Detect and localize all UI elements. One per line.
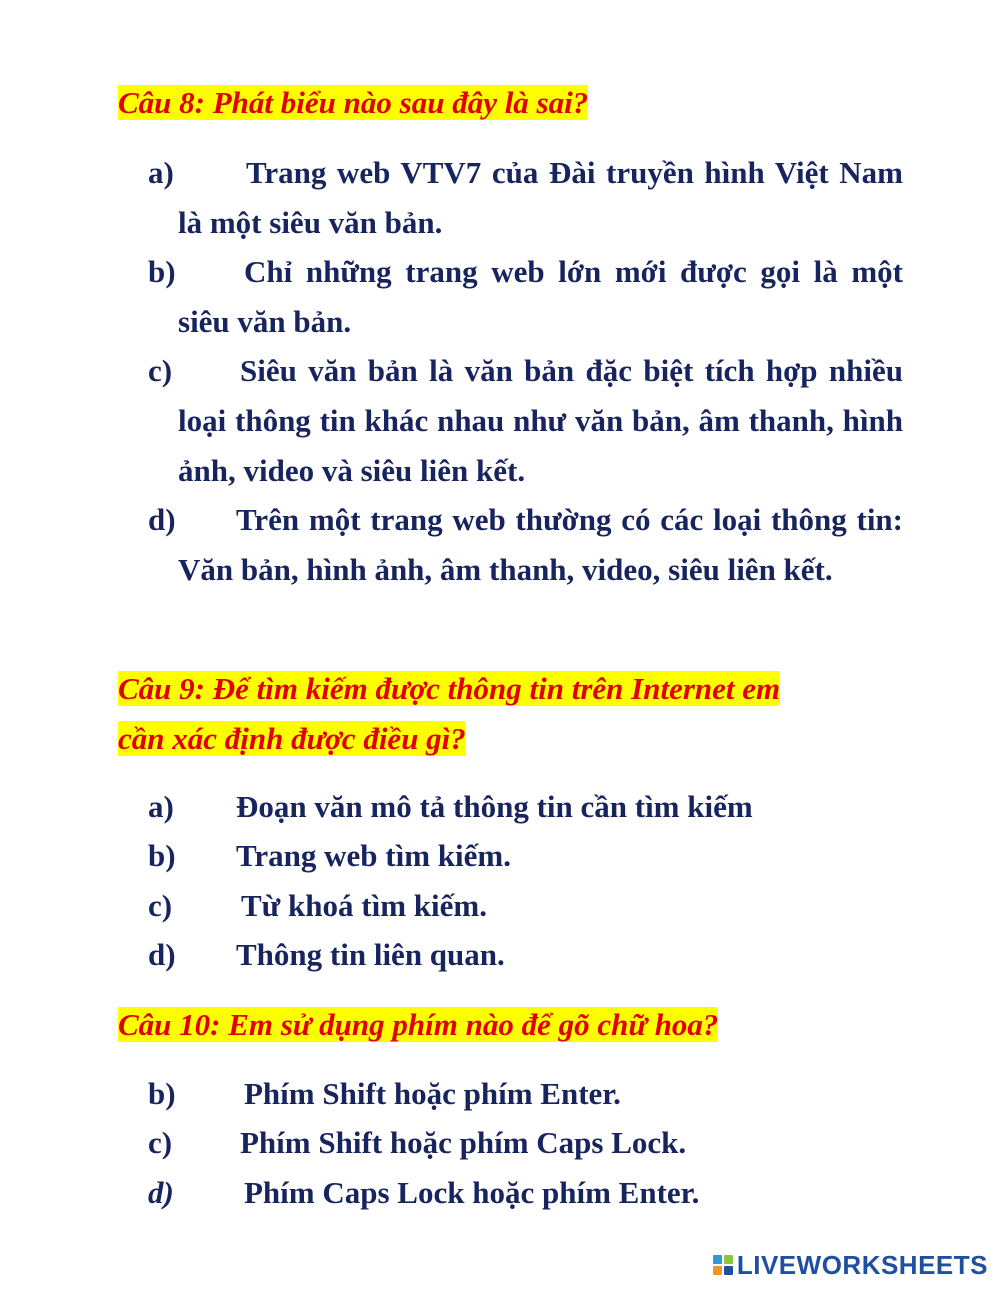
option-letter: c)	[148, 1125, 173, 1160]
question-9-title-line2: cần xác định được điều gì?	[118, 721, 466, 756]
option-text: Trang web tìm kiếm.	[236, 838, 511, 873]
question-10-title: Câu 10: Em sử dụng phím nào để gõ chữ hoa?	[118, 1007, 719, 1042]
option-text: Siêu văn bản là văn bản đặc biệt tích hợp nhiều loại thông tin khác nhau như văn bản, âm thanh, hình ảnh, video và siêu liên kết.	[178, 353, 903, 488]
option-text: Từ khoá tìm kiếm.	[241, 888, 487, 923]
logo-mark-square	[724, 1266, 733, 1275]
option-letter: a)	[148, 789, 174, 824]
option-letter: a)	[148, 155, 174, 190]
option-letter: c)	[148, 353, 173, 388]
option-letter: d)	[148, 937, 176, 972]
question-8-title: Câu 8: Phát biểu nào sau đây là sai?	[118, 85, 589, 120]
option-text: Trên một trang web thường có các loại thông tin: Văn bản, hình ảnh, âm thanh, video, siêu liên kết.	[178, 502, 903, 587]
question-8-option-b[interactable]	[148, 247, 903, 347]
option-letter: b)	[148, 254, 176, 289]
option-text: Phím Caps Lock hoặc phím Enter.	[244, 1175, 700, 1210]
question-9-title-line1: Câu 9: Để tìm kiếm được thông tin trên Internet em	[118, 671, 781, 706]
logo-mark-square	[724, 1255, 733, 1264]
option-text: Phím Shift hoặc phím Caps Lock.	[240, 1125, 687, 1160]
logo-mark-square	[713, 1266, 722, 1275]
option-text: Phím Shift hoặc phím Enter.	[244, 1076, 621, 1111]
logo-mark-square	[713, 1255, 722, 1264]
option-letter: d)	[148, 502, 176, 537]
option-text: Chỉ những trang web lớn mới được gọi là một siêu văn bản.	[178, 254, 903, 339]
question-8-option-a[interactable]	[148, 148, 903, 248]
liveworksheets-logo	[713, 1250, 988, 1280]
option-letter: d)	[148, 1175, 174, 1210]
option-text: Đoạn văn mô tả thông tin cần tìm kiếm	[236, 789, 753, 824]
option-letter: b)	[148, 838, 176, 873]
option-text: Trang web VTV7 của Đài truyền hình Việt Nam là một siêu văn bản.	[178, 155, 903, 240]
liveworksheets-mark-icon	[713, 1255, 733, 1275]
logo-text: LIVEWORKSHEETS	[736, 1249, 988, 1280]
option-letter: c)	[148, 888, 173, 923]
question-8-option-c[interactable]	[148, 346, 903, 496]
option-letter: b)	[148, 1076, 176, 1111]
question-9-title	[118, 664, 903, 764]
option-text: Thông tin liên quan.	[236, 937, 505, 972]
question-8-option-d[interactable]	[148, 495, 903, 595]
